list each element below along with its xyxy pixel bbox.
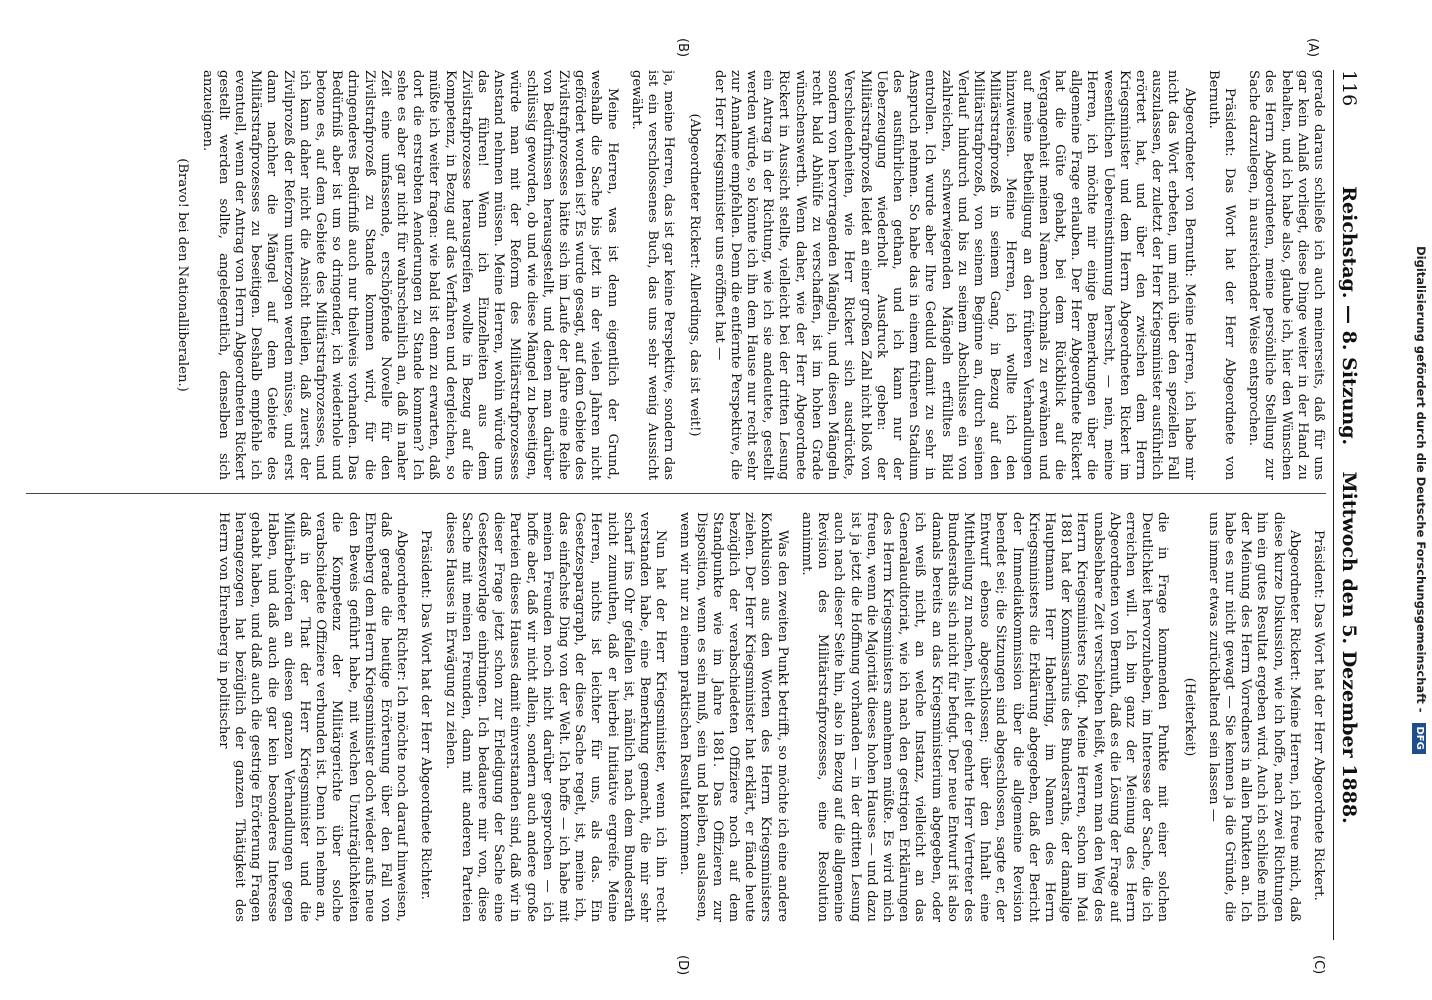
speaker-paragraph: Präsident: Das Wort hat der Herr Abgeordnete von Bernuth.: [1205, 70, 1237, 480]
page-title: [1338, 70, 1360, 940]
speaker-paragraph: Abgeordneter von Bernuth: Meine Herren, ich habe mir nicht das Wort erbeten, um mich über den speziellen Fall auszulassen, der zuletzt der Herr Kriegsminister ausführlich erörtert hat, und über den zwischen dem Herrn Kriegsminister und dem Herrn Abgeordneten Rickert im wesentlichen Uebereinstimmung herrscht, — nein, meine Herren, ich möchte mir einige Bemerkungen über die allgemeine Frage erlauben. Der Herr Abgeordnete Rickert hat die Güte gehabt, bei dem Rückblick auf die Vergangenheit meinen Namen nochmals zu erwähnen und auf meine Betheiligung an den früheren Verhandlungen hinzuweisen. Meine Herren, ich wollte ich den Militärstrafprozeß in seinem Gang, in Bezug auf den Militärstrafprozeß, von seinem Beginne an, durch seinen Verlauf hindurch und bis zu seinem Abschlusse ein von zahlreichen, schwerwiegenden Mängeln erfülltes Bild entrollen. Ich wurde aber Ihre Geduld damit zu sehr in Anspruch nehmen. So habe das in einem früheren Stadium des ausführlichen gethan, und ich kann nur der Ueberzeugung wiederholt Ausdruck geben: der Militärstrafprozeß leidet an einer großen Zahl nicht bloß von Verschiedenheiten, wie Herr Rickert sich ausdrückte, sondern von hervorragenden Mängeln, und diesen Mängeln recht bald Abhülfe zu verschaffen, ist im hohen Grade wünschenswerth. Wenn daher, wie der Herr Abgeordnete Rickert in Aussicht stellte, vielleicht bei der dritten Lesung ein Antrag in der Richtung, wie ich sie andeutete, gestellt werden würde, so könnte ich ihn dem Hause nur recht sehr zur Annahme empfehlen. Denn die entfernte Perspektive, die der Herr Kriegsminister uns eröffnet hat —: [711, 70, 1197, 480]
paragraph: gerade daraus schließe ich auch meinerseits, daß für uns gar kein Anlaß vorliegt, diese Dinge weiter in der Hand zu behalten, und ich habe also, glaube ich, hier den Wünschen des Herrn Abgeordneten, meine persönliche Stellung zur Sache darzulegen, in ausreichender Weise entsprochen.: [1246, 70, 1326, 480]
paragraph: die in Frage kommenden Punkte mit einer solchen Deutlichkeit hervorzuheben, im Interesse der Sache, die ich erreichen will. Ich bin ganz der Meinung des Herrn Abgeordneten von Bernuth, daß es die Lösung der Frage auf unabsehbare Zeit verschieben heißt, wenn man den Weg des Herrn Kriegsministers folgt. Meine Herren, schon im Mai 1881 hat der Kommissarius des Bundesraths, der damalige Hauptmann Herr Haberling, im Namen des Herrn Kriegsministers die Erklärung abgegeben, daß der Bericht der Immediatkommission über die allgemeine Revision beendet sei; die Sitzungen sind abgeschlossen, sagte er, der Entwurf ebenso abgeschlossen; über den Inhalt eine Mittheilung zu machen, hielt der geehrte Herr Vertreter des Bundesraths sich nicht für befugt. Der neue Entwurf ist also damals bereits an das Kriegsministerium abgegeben, oder ich weiß nicht, an welche Instanz, vielleicht an das Generalauditoriat, wie ich nach den gestrigen Erklärungen des Herrn Kriegsministers annehmen müßte. Es wird mich freuen, wenn die Majorität dieses hohen Hauses — und dazu ist ja jetzt die Hoffnung vorhanden — in der dritten Lesung auch nach dieser Seite hin, also in Bezug auf die allgemeine Revision des Militärstrafprozesses, eine Resolution annimmt.: [798, 512, 1171, 922]
interjection: (Heiterkeit): [1181, 677, 1197, 757]
margin-marker-c: (C): [1311, 955, 1326, 975]
right-column: [26, 512, 1326, 922]
digitization-sidebar: [1410, 0, 1432, 1000]
paragraph: Nun hat der Herr Kriegsminister, wenn ich ihn recht verstanden habe, eine Bemerkung gemacht, die mir sehr scharf ins Ohr gefallen ist, nämlich nach dem Bundesrath nicht zumuthen, daß er hierbei Initiative ergreife. Meine Herren, nichts ist leichter für uns, als das. Ein Gesetzesparagraph, der diese Sache regelt, ist, meine ich, das einfachste Ding von der Welt. Ich hoffe — ich habe mit meinen Freunden noch nicht darüber gesprochen — ich hoffe aber, daß wir nicht allein, sondern auch andere große Parteien dieses Hauses damit einverstanden sind, daß wir in dieser Frage jetzt schon zur Erledigung der Sache eine Gesetzesvorlage einbringen. Ich bedauere mir von, diese Sache mit meinen Freunden, dann mit anderen Parteien dieses Hauses in Erwägung zu ziehen.: [442, 512, 669, 922]
speaker-paragraph: Abgeordneter Richter: Ich möchte noch darauf hinweisen, daß gerade die heutige Erörterung über den Fall von Ehrenberg dem Herrn Kriegsminister doch wieder aufs neue den Beweis geführt habe, mit welchen Unzuträglichkeiten die Kompetenz der Militärgerichte über solche verabschiedete Offiziere verbunden ist. Denn ich nehme an, daß in der That der Herr Kriegsminister und die Militärbehörden an diesen ganzen Verhandlungen gegen Haben, und daß auch die gar kein besonderes Interesse gehabt haben, und daß auch die gestrige Erörterung Fragen herangezogen hat bezüglich der ganzen Thätigkeit des Herrn von Ehrenberg in politischer: [216, 512, 410, 922]
header-left-title: Reichstag. — 8. Sitzung.: [1338, 186, 1360, 446]
left-column: [26, 70, 1326, 480]
page-header: [1333, 70, 1370, 940]
paragraph: Was den zweiten Punkt betrifft, so möchte ich eine andere Konklusion aus den Worten des Herrn Kriegsministers ziehen. Der Herr Kriegsminister hat erklärt, er fände heute bezüglich der verabschiedeten Offiziere noch auf dem Standpunkte wie im Jahre 1881. Das Offizieren zur Disposition, wenn es sein muß, sein und bleiben, auslassen, wenn wir nur zu einem praktischen Resultat kommen.: [677, 512, 790, 922]
speaker-paragraph: Präsident: Das Wort hat der Herr Abgeordnete Rickert.: [1311, 530, 1326, 901]
paragraph: Meine Herren, was ist denn eigentlich der Grund, weshalb die Sache bis jetzt in der vielen Jahren nicht gefördert worden ist? Es wurde gesagt, auf dem Gebiete des Zivilstrafprozesses hätte sich im Laufe der Jahre eine Reihe von Bedürfnissen herausgestellt, und denen man darüber schlüssig geworden, ob und wie diese Mängel zu beseitigen, würde man mit der Reform des Militärstrafprozesses Anstand nehmen müssen. Meine Herren, wohin würde uns das führen! Wenn ich Einzelheiten aus dem Zivilstrafprozesse herausgreifen wollte in Bezug auf die Kompetenz, in Bezug auf das Verfahren und dergleichen, so müßte ich weiter fragen: wie bald ist denn zu erwarten, daß dort die erstrebten Aenderungen zu Stande kommen? Ich sehe es aber gar nicht für wahrscheinlich an, daß in naher Zeit eine umfassende, erschöpfende Novelle für den Zivilstrafprozeß zu Stande kommen wird, für die dringenderes Bedürfniß auch nur theilweis vorhanden. Das Bedürfniß aber ist um so dringender, ich wiederhole und betone es, auf dem Gebiete des Militärstrafprozesses, und ich kann daher nicht die Ansicht theilen, daß zuerst der Zivilprozeß der Reform unterzogen werden müsse, und erst dann nachher die Mängel auf dem Gebiete des Militärstrafprozesses zu beseitigen. Deshalb empfehle ich eventuell, wenn der Antrag von Herrn Abgeordneten Rickert gestellt werden sollte, angelegentlich, denselben sich anzueignen.: [199, 70, 620, 480]
margin-marker-d: (D): [675, 955, 690, 976]
sidebar-text: Digitalisierung gefördert durch die Deutsche Forschungsgemeinschaft -: [1414, 246, 1428, 713]
paragraph: ja, meine Herren, das ist gar keine Perspektive, sondern das ist ein verschlossenes Buch, das uns sehr wenig Aussicht gewährt.: [628, 70, 677, 480]
interjection: (Bravo! bei den Nationalliberalen.): [175, 158, 191, 392]
dfg-logo-icon: DFG: [1412, 723, 1426, 754]
margin-marker-b: (B): [675, 38, 690, 58]
page-number: 116: [1338, 70, 1360, 107]
header-right-title: Mittwoch den 5. Dezember 1888.: [1338, 471, 1360, 824]
column-divider: [26, 493, 1326, 494]
speaker-paragraph: Abgeordneter Rickert: Meine Herren, ich freue mich, daß diese kurze Diskussion, wie ich hoffe, nach zwei Richtungen hin ein gutes Resultat ergeben wird. Auch ich schließe mich der Meinung des Herrn Vorredners in allen Punkten an. Ich habe es nur nicht gewagt — Sie kennen ja die Gründe, die uns immer etwas zurückhaltend sein lassen —: [1205, 512, 1302, 922]
margin-marker-a: (A): [1305, 38, 1320, 58]
interjection: (Abgeordneter Rickert: Allerdings, das ist weit!): [687, 113, 703, 437]
speaker-paragraph: Präsident: Das Wort hat der Herr Abgeordnete Richter.: [418, 530, 434, 900]
sidebar-credit: [1410, 0, 1432, 1000]
